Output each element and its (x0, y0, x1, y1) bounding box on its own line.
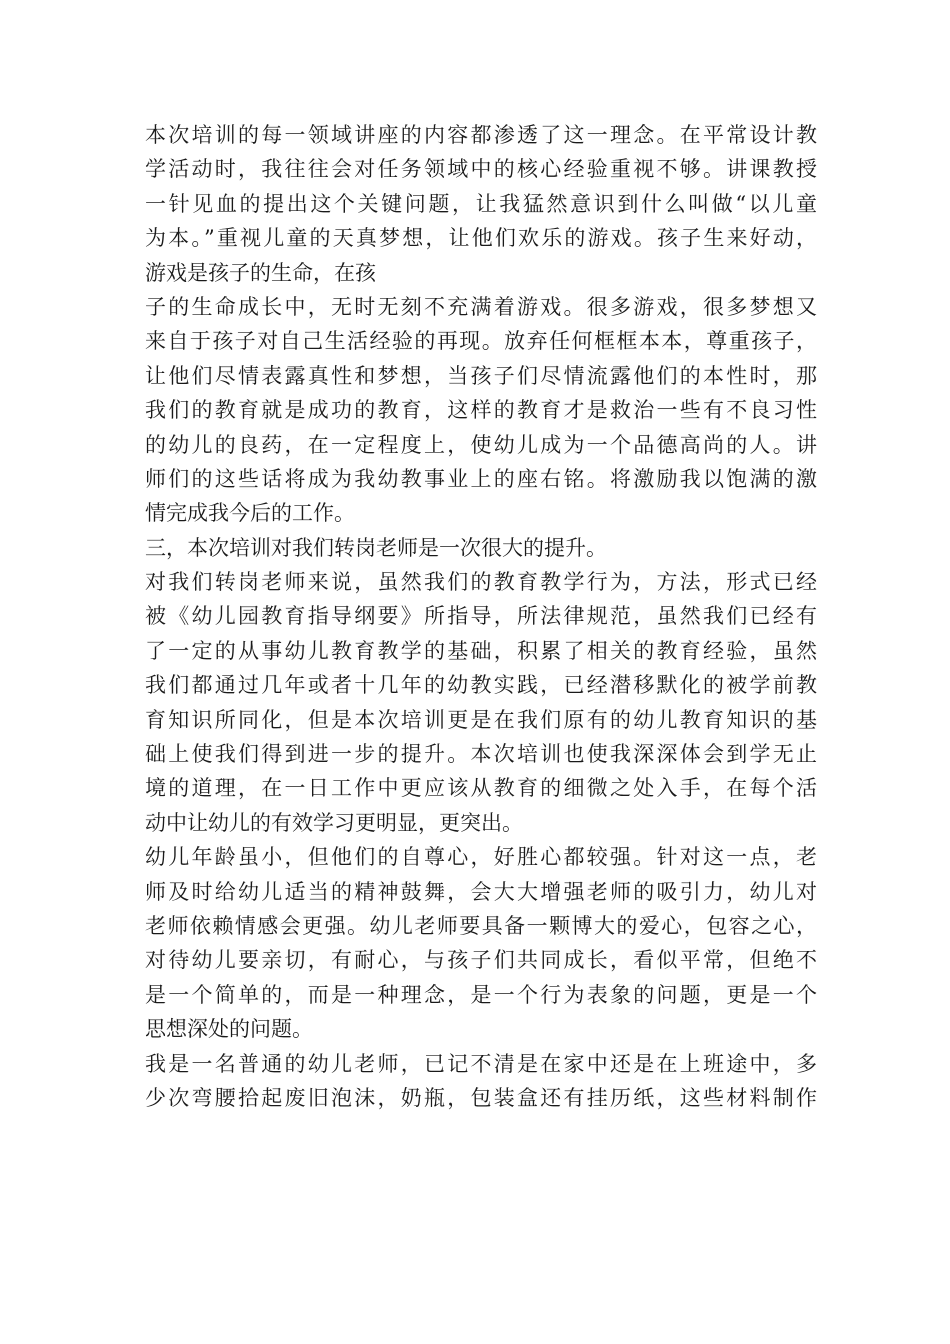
text-line: 师及时给幼儿适当的精神鼓舞，会大大增强老师的吸引力，幼儿对 (145, 879, 817, 904)
text-line: 我们的教育就是成功的教育，这样的教育才是救治一些有不良习性 (145, 398, 817, 423)
text-line: 动中让幼儿的有效学习更明显，更突出。 (145, 810, 523, 835)
text-line: 三，本次培训对我们转岗老师是一次很大的提升。 (145, 535, 607, 560)
text-line: 础上使我们得到进一步的提升。本次培训也使我深深体会到学无止 (145, 742, 817, 767)
text-line: 的幼儿的良药，在一定程度上，使幼儿成为一个品德高尚的人。讲 (145, 432, 817, 457)
text-line: 对我们转岗老师来说，虽然我们的教育教学行为，方法，形式已经 (145, 570, 817, 595)
document-body (145, 118, 817, 1115)
text-line: 来自于孩子对自己生活经验的再现。放弃任何框框本本，尊重孩子， (145, 329, 817, 354)
text-line: 为本。”重视儿童的天真梦想，让他们欢乐的游戏。孩子生来好动， (145, 226, 817, 251)
text-line: 被《幼儿园教育指导纲要》所指导，所法律规范，虽然我们已经有 (145, 604, 817, 629)
text-line: 了一定的从事幼儿教育教学的基础，积累了相关的教育经验，虽然 (145, 638, 817, 663)
text-line: 让他们尽情表露真性和梦想，当孩子们尽情流露他们的本性时，那 (145, 363, 817, 388)
text-line: 育知识所同化，但是本次培训更是在我们原有的幼儿教育知识的基 (145, 707, 817, 732)
text-line: 少次弯腰拾起废旧泡沫，奶瓶，包装盒还有挂历纸，这些材料制作 (145, 1085, 817, 1110)
text-line: 是一个简单的，而是一种理念，是一个行为表象的问题，更是一个 (145, 982, 817, 1007)
text-line: 本次培训的每一领域讲座的内容都渗透了这一理念。在平常设计教 (145, 123, 817, 147)
text-line: 游戏是孩子的生命，在孩 (145, 260, 376, 285)
text-line: 我是一名普通的幼儿老师，已记不清是在家中还是在上班途中，多 (145, 1051, 817, 1076)
text-line: 学活动时，我往往会对任务领域中的核心经验重视不够。讲课教授 (145, 157, 817, 182)
text-line: 师们的这些话将成为我幼教事业上的座右铭。将激励我以饱满的激 (145, 466, 817, 491)
text-line: 情完成我今后的工作。 (145, 501, 355, 526)
text-line: 幼儿年龄虽小，但他们的自尊心，好胜心都较强。针对这一点，老 (145, 845, 817, 870)
text-line: 思想深处的问题。 (145, 1017, 313, 1042)
text-line: 境的道理，在一日工作中更应该从教育的细微之处入手，在每个活 (145, 776, 817, 801)
text-line: 子的生命成长中，无时无刻不充满着游戏。很多游戏，很多梦想又 (145, 294, 817, 319)
text-line: 老师依赖情感会更强。幼儿老师要具备一颗博大的爱心，包容之心， (145, 913, 817, 938)
text-line: 对待幼儿要亲切，有耐心，与孩子们共同成长，看似平常，但绝不 (145, 948, 817, 973)
text-line: 一针见血的提出这个关键问题，让我猛然意识到什么叫做“以儿童 (145, 191, 817, 216)
text-line: 我们都通过几年或者十几年的幼教实践，已经潜移默化的被学前教 (145, 673, 817, 698)
